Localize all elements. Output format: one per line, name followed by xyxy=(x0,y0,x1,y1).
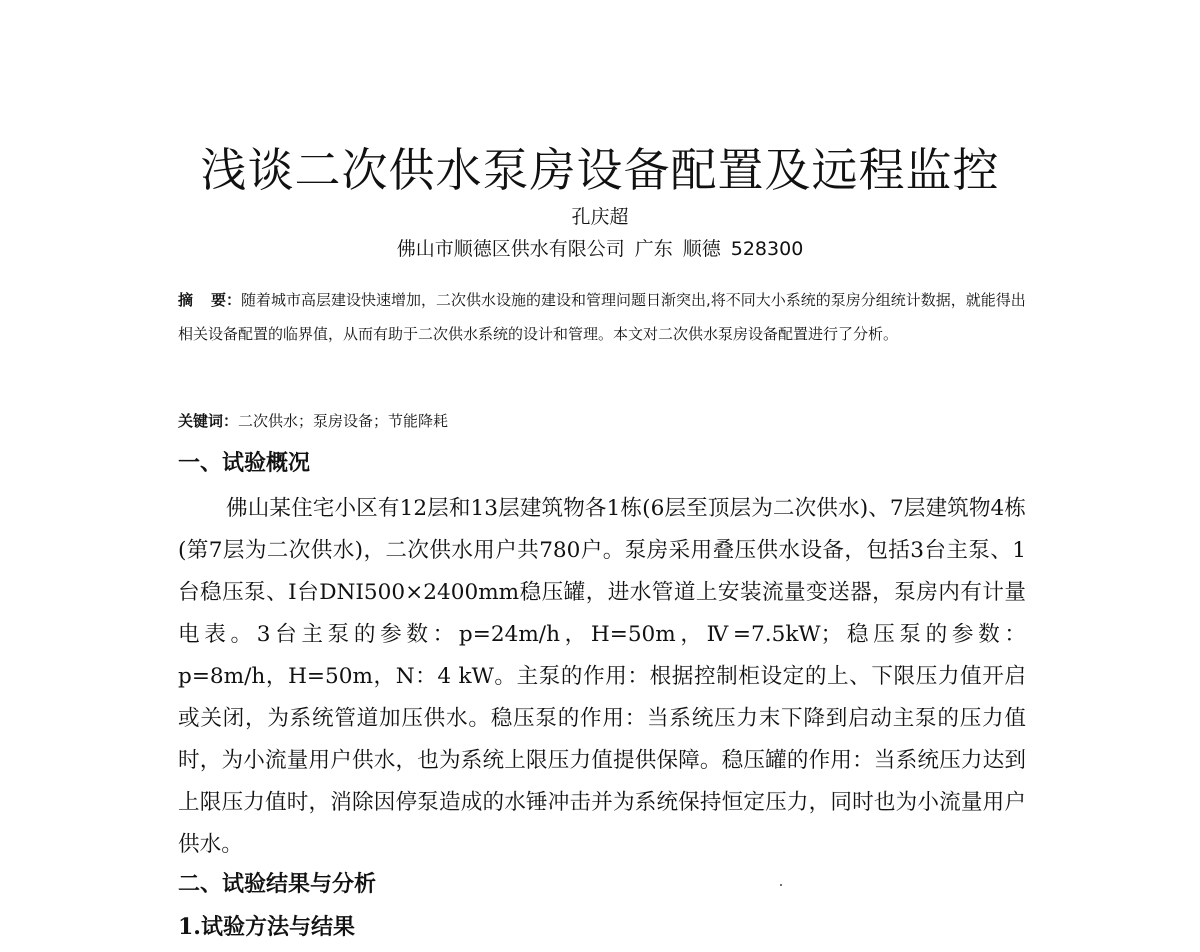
affiliation xyxy=(0,236,1200,262)
affiliation-province: 广东 xyxy=(634,238,673,260)
section-heading-2: 二、试验结果与分析 xyxy=(178,871,377,897)
abstract xyxy=(178,283,1026,351)
section-heading-1: 一、试验概况 xyxy=(178,450,311,476)
abstract-text: 随着城市高层建设快速增加，二次供水设施的建设和管理问题日渐突出,将不同大小系统的泵房分组统计数据，就能得出相关设备配置的临界值，从而有助于二次供水系统的设计和管理。本文对二次供水泵房设备配置进行了分析。 xyxy=(178,291,1026,343)
body-paragraph: 佛山某住宅小区有12层和13层建筑物各1栋(6层至顶层为二次供水)、7层建筑物4栋(第7层为二次供水)，二次供水用户共780户。泵房采用叠压供水设备，包括3台主泵、1台稳压泵、I台DNI500×2400mm稳压罐，进水管道上安装流量变送器，泵房内有计量电表。3台主泵的参数：p=24m/h，H=50m，Ⅳ=7.5kW；稳压泵的参数：p=8m/h，H=50m，N：4 kW。主泵的作用：根据控制柜设定的上、下限压力值开启或关闭，为系统管道加压供水。稳压泵的作用：当系统压力末下降到启动主泵的压力值时，为小流量用户供水，也为系统上限压力值提供保障。稳压罐的作用：当系统压力达到上限压力值时，消除因停泵造成的水锤冲击并为系统保持恒定压力，同时也为小流量用户供水。 xyxy=(178,496,1026,857)
affiliation-city: 顺德 xyxy=(682,238,721,260)
paper-title: 浅谈二次供水泵房设备配置及远程监控 xyxy=(200,143,1000,197)
affiliation-org: 佛山市顺德区供水有限公司 xyxy=(396,238,625,260)
abstract-label: 摘 要： xyxy=(178,291,242,309)
affiliation-postcode: 528300 xyxy=(730,238,804,260)
scan-speck xyxy=(780,884,782,886)
keywords xyxy=(178,406,1026,436)
keywords-text: 二次供水；泵房设备；节能降耗 xyxy=(238,412,449,430)
author-name: 孔庆超 xyxy=(571,206,629,228)
keywords-label: 关键词： xyxy=(178,412,239,430)
subsection-heading-1: 1.试验方法与结果 xyxy=(178,914,355,940)
